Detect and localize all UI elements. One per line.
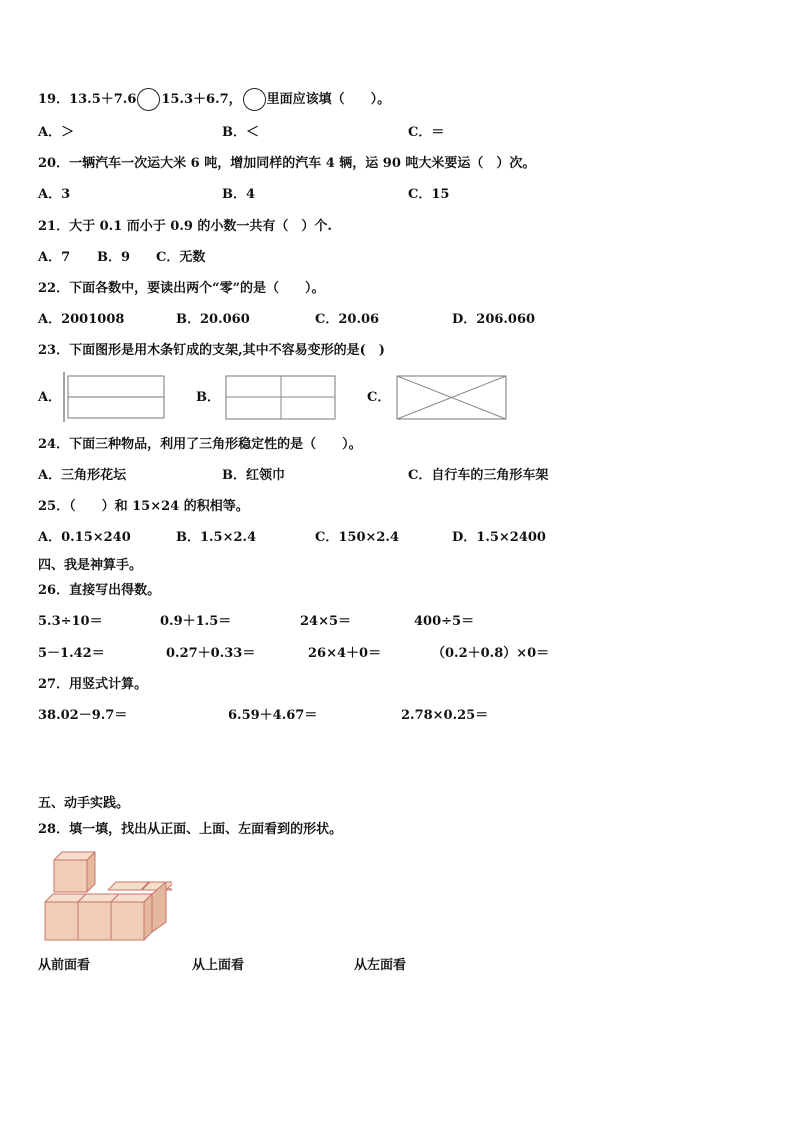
q19-option-c[interactable]: C．＝	[408, 125, 445, 140]
q21-option-b[interactable]: B．9	[97, 250, 131, 265]
q19-option-b[interactable]: B．＜	[222, 125, 259, 140]
q26-item: 24×5＝	[300, 614, 352, 629]
q24-stem: 24．下面三种物品，利用了三角形稳定性的是（ ）。	[38, 437, 362, 452]
q26-item: 5.3÷10＝	[38, 614, 103, 629]
q25-option-c[interactable]: C．150×2.4	[315, 530, 399, 545]
q23-stem: 23．下面图形是用木条钉成的支架,其中不容易变形的是( )	[38, 343, 385, 358]
q23-option-b[interactable]: B．	[196, 390, 220, 405]
q23-option-c[interactable]: C．	[367, 390, 391, 405]
q22-option-c[interactable]: C．20.06	[315, 312, 380, 327]
q24-option-a[interactable]: A．三角形花坛	[38, 468, 127, 483]
q21-stem: 21．大于 0.1 而小于 0.9 的小数一共有（ ）个.	[38, 219, 332, 234]
q22-option-b[interactable]: B．20.060	[176, 312, 250, 327]
q24-option-c[interactable]: C．自行车的三角形车架	[408, 468, 549, 483]
q26-stem: 26．直接写出得数。	[38, 583, 161, 598]
answer-circle-2[interactable]	[243, 88, 266, 111]
q27-item: 2.78×0.25＝	[401, 708, 489, 723]
q19-stem	[38, 88, 390, 111]
section-5-heading: 五、动手实践。	[38, 796, 130, 811]
q20-option-a[interactable]: A．3	[38, 187, 71, 202]
q25-option-d[interactable]: D．1.5×2400	[452, 530, 546, 545]
q25-stem: 25．（ ）和 15×24 的积相等。	[38, 499, 249, 514]
q23-option-a[interactable]: A．	[38, 390, 62, 405]
q26-item: 0.9＋1.5＝	[160, 614, 232, 629]
q26-item: 26×4＋0＝	[308, 646, 382, 661]
q21-option-c[interactable]: C．无数	[156, 250, 206, 265]
q27-item: 38.02－9.7＝	[38, 708, 128, 723]
q21-option-a[interactable]: A．7	[38, 250, 71, 265]
cube-stack-figure	[42, 850, 172, 944]
q25-option-b[interactable]: B．1.5×2.4	[176, 530, 257, 545]
q19-option-a[interactable]: A．＞	[38, 125, 75, 140]
q20-stem: 20．一辆汽车一次运大米 6 吨，增加同样的汽车 4 辆，运 90 吨大米要运（ ）次。	[38, 156, 536, 171]
q24-option-b[interactable]: B．红领巾	[222, 468, 285, 483]
answer-circle-1[interactable]	[137, 88, 160, 111]
frame-a-figure	[62, 371, 166, 423]
q22-option-d[interactable]: D．206.060	[452, 312, 536, 327]
q28-stem: 28．填一填，找出从正面、上面、左面看到的形状。	[38, 822, 343, 837]
section-4-heading: 四、我是神算手。	[38, 558, 143, 573]
q22-option-a[interactable]: A．2001008	[38, 312, 125, 327]
frame-c-figure	[396, 375, 508, 421]
q20-option-c[interactable]: C．15	[408, 187, 450, 202]
q20-option-b[interactable]: B．4	[222, 187, 256, 202]
view-top-label: 从上面看	[192, 958, 245, 973]
q19-part-c: 里面应该填（ ）。	[266, 92, 391, 107]
q27-item: 6.59＋4.67＝	[228, 708, 318, 723]
q25-option-a[interactable]: A．0.15×240	[38, 530, 131, 545]
q19-part-b: 15.3＋6.7，	[161, 92, 242, 107]
q27-stem: 27．用竖式计算。	[38, 677, 148, 692]
q26-item: 400÷5＝	[414, 614, 475, 629]
q26-item: 5－1.42＝	[38, 646, 105, 661]
q26-item: 0.27＋0.33＝	[166, 646, 256, 661]
q26-item: （0.2＋0.8）×0＝	[432, 646, 550, 661]
q19-part-a: 19．13.5＋7.6	[38, 92, 137, 107]
q22-stem: 22．下面各数中，要读出两个“零”的是（ ）。	[38, 281, 325, 296]
view-front-label: 从前面看	[38, 958, 91, 973]
view-left-label: 从左面看	[354, 958, 407, 973]
frame-b-figure	[225, 375, 337, 421]
